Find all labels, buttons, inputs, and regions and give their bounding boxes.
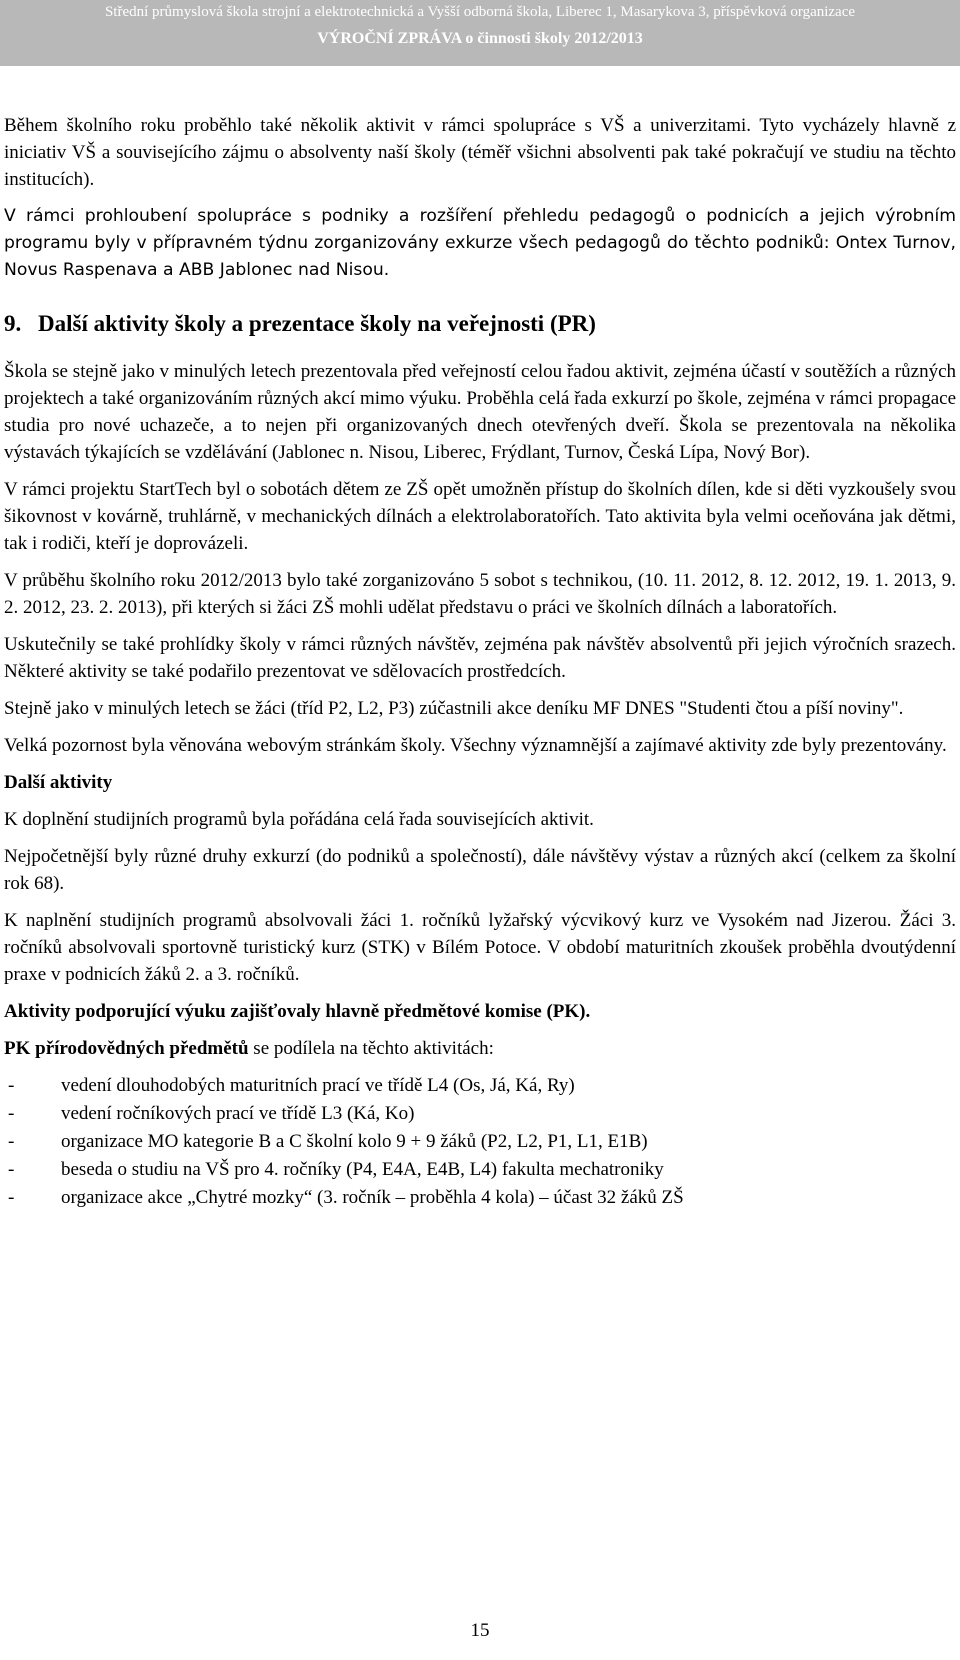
paragraph-study-programs: K doplnění studijních programů byla pořádána celá řada souvisejících aktivit. — [4, 809, 594, 830]
list-bullet: - — [8, 1075, 15, 1096]
page-number: 15 — [470, 1620, 490, 1641]
activity-list — [4, 1072, 956, 1212]
paragraph-starttech: V rámci projektu StartTech byl o sobotách dětem ze ZŠ opět umožněn přístup do školních dílen, kde si děti vyzkoušely svou šikovnost v kovárně, truhlárně, v mechanických dílnách a elektrolaboratořích. Tato aktivita byla velmi oceňována jak dětmi, tak i rodiči, kteří je doprovázeli. — [4, 479, 956, 554]
list-item-text: organizace MO kategorie B a C školní kolo 9 + 9 žáků (P2, L2, P1, L1, E1B) — [61, 1131, 648, 1152]
page-header — [0, 0, 960, 66]
subheading-other-activities: Další aktivity — [4, 772, 113, 793]
list-bullet: - — [8, 1131, 15, 1152]
subheading-subject-committees: Aktivity podporující výuku zajišťovaly hlavně předmětové komise (PK). — [4, 1001, 591, 1022]
paragraph-courses: K naplnění studijních programů absolvovali žáci 1. ročníků lyžařský výcvikový kurz ve Vysokém nad Jizerou. Žáci 3. ročníků absolvovali sportovně turistický kurz (STK) v Bílém Potoce. V období maturitních zkoušek proběhla dvoutýdenní praxe v podnicích žáků 2. a 3. ročníků. — [4, 910, 956, 985]
list-item-text: vedení ročníkových prací ve třídě L3 (Ká, Ko) — [61, 1103, 415, 1124]
list-item-text: beseda o studiu na VŠ pro 4. ročníky (P4, E4A, E4B, L4) fakulta mechatroniky — [61, 1159, 664, 1180]
pk-name: PK přírodovědných předmětů — [4, 1038, 249, 1059]
list-bullet: - — [8, 1159, 15, 1180]
section-heading — [4, 310, 956, 338]
paragraph-pk-intro — [4, 1035, 956, 1062]
list-item — [4, 1184, 956, 1212]
list-item-text: vedení dlouhodobých maturitních prací ve třídě L4 (Os, Já, Ká, Ry) — [61, 1075, 575, 1096]
paragraph-presentation: Škola se stejně jako v minulých letech prezentovala před veřejností celou řadou aktivit, zejména účastí v soutěžích a různých projektech a také organizováním různých akcí mimo výuku. Proběhla celá řada exkurzí po škole, zejména v rámci propagace studia pro nové uchazeče, a to nejen při organizovaných dnech otevřených dveří. Škola se prezentovala na několika výstavách týkajících se vzdělávání (Jablonec n. Nisou, Liberec, Frýdlant, Turnov, Česká Lípa, Nový Bor). — [4, 361, 956, 463]
list-item-text: organizace akce „Chytré mozky“ (3. ročník – proběhla 4 kola) – účast 32 žáků ZŠ — [61, 1187, 684, 1208]
paragraph-mf-dnes: Stejně jako v minulých letech se žáci (tříd P2, L2, P3) zúčastnili akce deníku MF DNES "Studenti čtou a píší noviny". — [4, 698, 904, 719]
page-content — [4, 112, 956, 1212]
header-school-name: Střední průmyslová škola strojní a elektrotechnická a Vyšší odborná škola, Liberec 1, Masarykova 3, příspěvková organizace — [104, 4, 856, 20]
list-bullet: - — [8, 1187, 15, 1208]
list-item — [4, 1128, 956, 1156]
paragraph-saturdays: V průběhu školního roku 2012/2013 bylo také zorganizováno 5 sobot s technikou, (10. 11. 2012, 8. 12. 2012, 19. 1. 2013, 9. 2. 2012, 23. 2. 2013), při kterých si žáci ZŠ mohli udělat představu o práci ve školních dílnách a laboratořích. — [4, 570, 956, 618]
list-item — [4, 1156, 956, 1184]
header-report-title: VÝROČNÍ ZPRÁVA o činnosti školy 2012/2013 — [317, 30, 643, 47]
section-title: Další aktivity školy a prezentace školy na veřejnosti (PR) — [38, 311, 596, 336]
section-number: 9. — [4, 311, 22, 336]
paragraph-company-cooperation: V rámci prohloubení spolupráce s podniky a rozšíření přehledu pedagogů o podnicích a jejich výrobním programu byly v přípravném týdnu zorganizovány exkurze všech pedagogů do těchto podniků: Ontex Turnov, Novus Raspenava a ABB Jablonec nad Nisou. — [4, 206, 956, 280]
list-item — [4, 1100, 956, 1128]
pk-intro-rest: se podílela na těchto aktivitách: — [248, 1038, 494, 1059]
paragraph-university-cooperation: Během školního roku proběhlo také několik aktivit v rámci spolupráce s VŠ a univerzitami. Tyto vycházely hlavně z iniciativ VŠ a souvisejícího zájmu o absolventy naší školy (téměř všichni absolventi pak také pokračují ve studiu na těchto institucích). — [4, 115, 956, 190]
list-bullet: - — [8, 1103, 15, 1124]
list-item — [4, 1072, 956, 1100]
paragraph-website: Velká pozornost byla věnována webovým stránkám školy. Všechny významnější a zajímavé aktivity zde byly prezentovány. — [4, 735, 947, 756]
paragraph-excursions: Nejpočetnější byly různé druhy exkurzí (do podniků a společností), dále návštěvy výstav a různých akcí (celkem za školní rok 68). — [4, 846, 956, 894]
paragraph-visits: Uskutečnily se také prohlídky školy v rámci různých návštěv, zejména pak návštěv absolventů při jejich výročních srazech. Některé aktivity se také podařilo prezentovat ve sdělovacích prostředcích. — [4, 634, 956, 682]
